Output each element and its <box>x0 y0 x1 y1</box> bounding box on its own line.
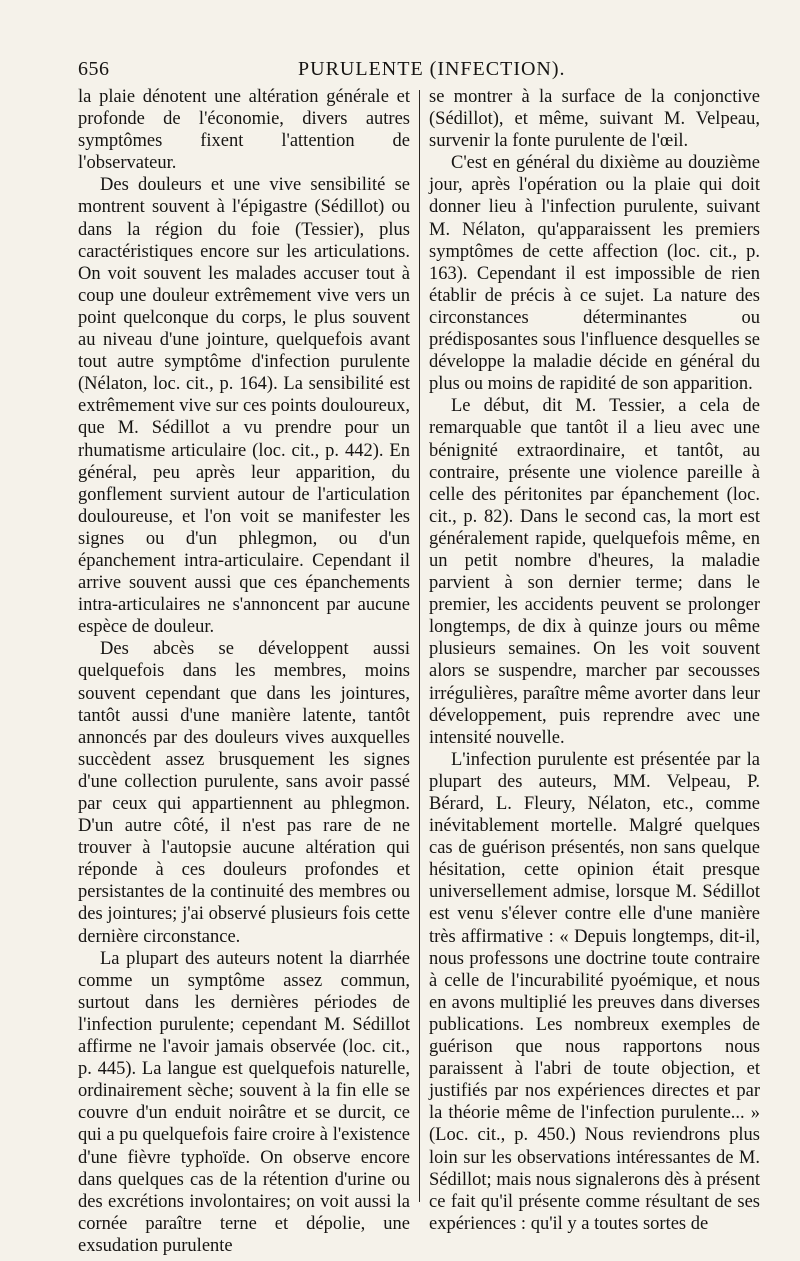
paragraph: L'infection purulente est présentée par la plupart des auteurs, MM. Velpeau, P. Bérard, L. Fleury, Nélaton, etc., comme inévitablement mortelle. Malgré quelques cas de guérison présentés, non sans quelque hésitation, cette opinion était presque universellement admise, lorsque M. Sédillot est venu s'élever contre elle d'une manière très affirmative : « Depuis longtemps, dit-il, nous professons une doctrine toute contraire à celle de l'incurabilité pyoémique, et nous en avons multiplié les preuves dans diverses publications. Les nombreux exemples de guérison que nous rapportons nous paraissent à l'abri de toute objection, et justifiés par nos expériences directes et par la théorie même de l'infection purulente... » (Loc. cit., p. 450.) Nous reviendrons plus loin sur les observations intéressantes de M. Sédillot; mais nous signalerons dès à présent ce fait qu'il présente comme résultant de ses expériences : qu'il y a toutes sortes de <box>429 749 760 1234</box>
running-title: PURULENTE (INFECTION). <box>298 58 566 80</box>
paragraph: Le début, dit M. Tessier, a cela de remarquable que tantôt il a lieu avec une bénignité extraordinaire, et tantôt, au contraire, présente une violence pareille à celle des péritonites par épanchement (loc. cit., p. 82). Dans le second cas, la mort est généralement rapide, quelquefois même, en un petit nombre d'heures, la maladie parvient à son dernier terme; dans le premier, les accidents peuvent se prolonger longtemps, de dix à quinze jours ou même plusieurs semaines. On les voit souvent alors se suspendre, marcher par secousses irrégulières, paraître même avorter dans leur développement, puis reprendre avec une intensité nouvelle. <box>429 396 760 748</box>
left-column <box>78 86 410 1257</box>
column-divider <box>419 90 420 1202</box>
paragraph: Des abcès se développent aussi quelquefois dans les membres, moins souvent cependant que dans les jointures, tantôt aussi d'une manière latente, tantôt annoncés par des douleurs vives auxquelles succèdent assez brusquement les signes d'une collection purulente, sans avoir passé par ceux qui appartiennent au phlegmon. D'un autre côté, il n'est pas rare de ne trouver à l'autopsie aucune altération qui réponde à ces douleurs profondes et persistantes de la continuité des membres ou des jointures; j'ai observé plusieurs fois cette dernière circonstance. <box>78 639 410 947</box>
paragraph: Des douleurs et une vive sensibilité se montrent souvent à l'épigastre (Sédillot) ou dans la région du foie (Tessier), plus caractéristiques encore sur les articulations. On voit souvent les malades accuser tout à coup une douleur extrêmement vive vers un point quelconque du corps, le plus souvent au niveau d'une jointure, quelquefois avant tout autre symptôme d'infection purulente (Nélaton, loc. cit., p. 164). La sensibilité est extrêmement vive sur ces points douloureux, que M. Sédillot a vu prendre pour un rhumatisme articulaire (loc. cit., p. 442). En général, peu après leur apparition, du gonflement survient autour de l'articulation douloureuse, et l'on voit se manifester les signes ou d'un phlegmon, ou d'un épanchement intra-articulaire. Cependant il arrive souvent aussi que ces épanchements intra-articulaires ne s'annoncent par aucune espèce de douleur. <box>78 175 410 638</box>
page-number: 656 <box>78 58 110 80</box>
paragraph: C'est en général du dixième au douzième jour, après l'opération ou la plaie qui doit donner lieu à l'infection purulente, suivant M. Nélaton, qu'apparaissent les premiers symptômes de cette affection (loc. cit., p. 163). Cependant il est impossible de rien établir de précis à ce sujet. La nature des circonstances déterminantes ou prédisposantes sous l'influence desquelles se développe la maladie décide en général du plus ou moins de rapidité de son apparition. <box>429 153 760 395</box>
paragraph: se montrer à la surface de la conjonctive (Sédillot), et même, suivant M. Velpeau, survenir la fonte purulente de l'œil. <box>429 87 760 152</box>
paragraph: la plaie dénotent une altération générale et profonde de l'économie, divers autres symptômes fixent l'attention de l'observateur. <box>78 87 410 174</box>
right-column <box>429 86 760 1235</box>
paragraph: La plupart des auteurs notent la diarrhée comme un symptôme assez commun, surtout dans les dernières périodes de l'infection purulente; cependant M. Sédillot affirme ne l'avoir jamais observée (loc. cit., p. 445). La langue est quelquefois naturelle, ordinairement sèche; souvent à la fin elle se couvre d'un enduit noirâtre et se durcit, ce qui a pu quelquefois faire croire à l'existence d'une fièvre typhoïde. On observe encore dans quelques cas de la rétention d'urine ou des excrétions involontaires; on voit aussi la cornée paraître terne et dépolie, une exsudation purulente <box>78 948 410 1256</box>
page-header <box>70 52 770 86</box>
